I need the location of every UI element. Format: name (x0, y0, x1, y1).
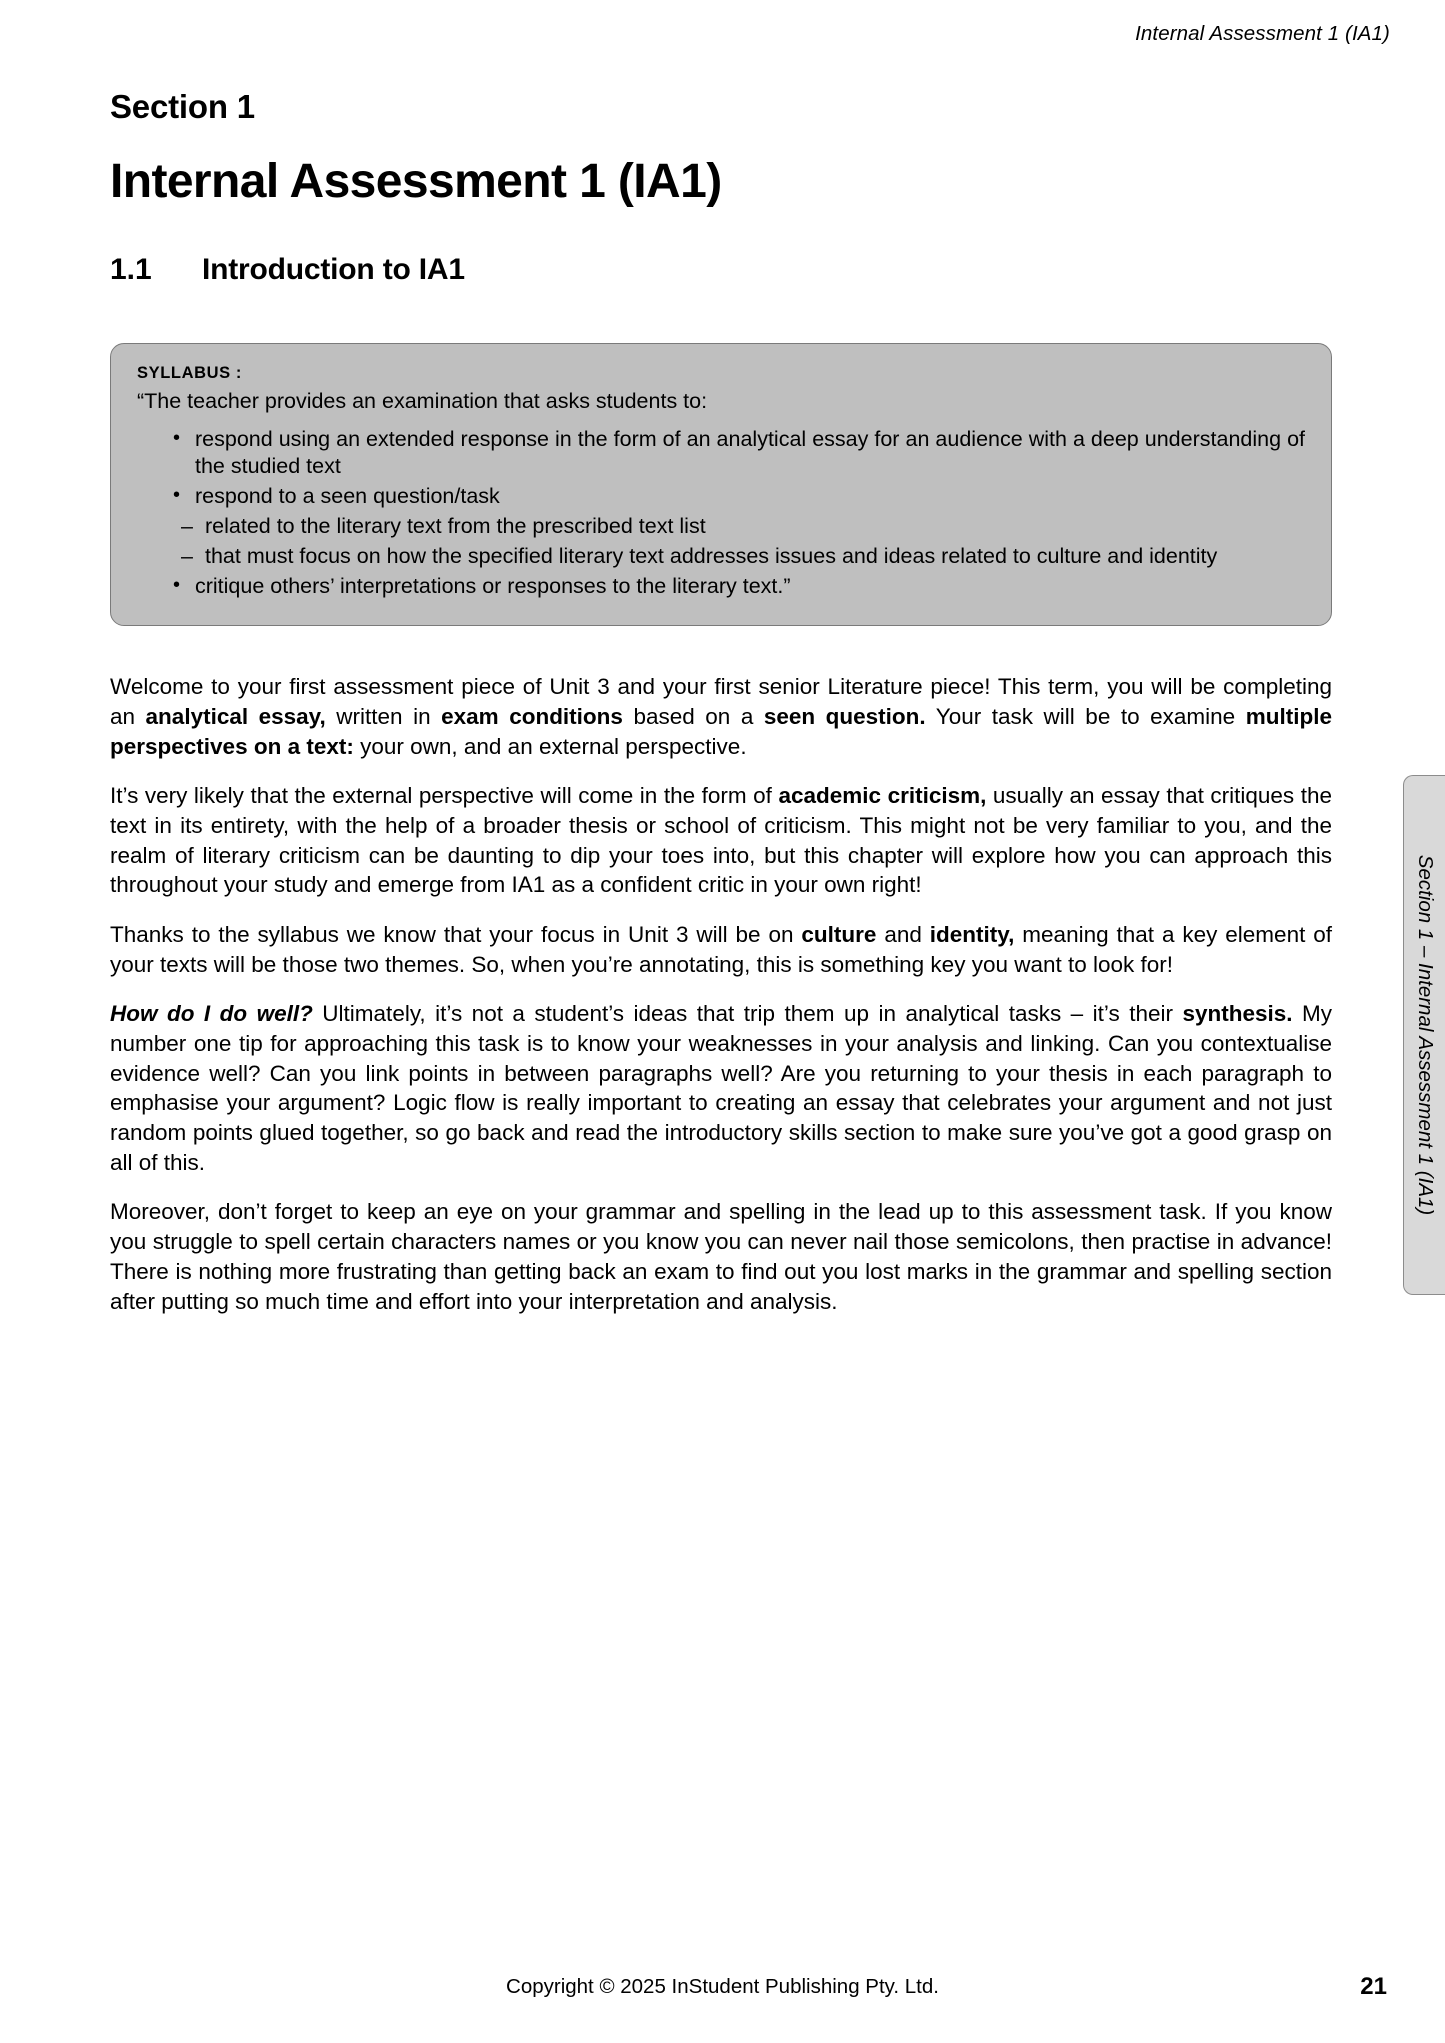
paragraph-1 (110, 672, 1332, 761)
syllabus-label: SYLLABUS : (137, 364, 242, 382)
text-run: Moreover, don’t forget to keep an eye on your grammar and spelling in the lead up to this assessment task. If you know you struggle to spell certain characters names or you know you can never nail those semicolons, then practise in advance! There is nothing more frustrating than getting back an exam to find out you lost marks in the grammar and spelling section after putting so much time and effort into your interpretation and analysis. (110, 1199, 1332, 1314)
paragraph-2 (110, 781, 1332, 900)
list-item: – related to the literary text from the prescribed text list (181, 513, 1305, 541)
text-run-bold: seen question. (763, 703, 926, 729)
syllabus-intro: “The teacher provides an examination that asks students to: (137, 389, 708, 413)
text-run-bold: multiple perspectives on a text: (110, 703, 1332, 759)
syllabus-subpoint-list (137, 513, 1305, 571)
list-item: – that must focus on how the specified literary text addresses issues and ideas related to culture and identity (181, 543, 1305, 571)
paragraph-5 (110, 1197, 1332, 1316)
list-item: • critique others’ interpretations or responses to the literary text.” (171, 573, 1305, 601)
text-run-bold: exam conditions (441, 703, 623, 729)
text-run-bold: academic criticism, (778, 783, 987, 809)
syllabus-bullet-list-continued (137, 573, 1305, 601)
section-side-tab (1403, 775, 1445, 1295)
text-run-bold: culture (801, 921, 877, 947)
footer-copyright: Copyright © 2025 InStudent Publishing Pty. Ltd. (506, 1975, 939, 1998)
text-run: usually an essay that critiques the text in its entirety, with the help of a broader thesis or school of criticism. This might not be very familiar to you, and the realm of literary criticism can be daunting to dip your toes into, but this chapter will explore how you can approach this throughout your study and emerge from IA1 as a confident critic in your own right! (110, 783, 1332, 898)
subsection-title: Introduction to IA1 (202, 253, 465, 286)
page-title: Internal Assessment 1 (IA1) (110, 155, 722, 208)
subsection-number: 1.1 (110, 253, 152, 286)
list-item: • respond using an extended response in the form of an analytical essay for an audience with a deep understanding of the studied text (171, 426, 1305, 482)
text-run: written in (325, 703, 442, 729)
syllabus-callout (110, 343, 1332, 626)
text-run: and (876, 921, 930, 947)
text-run: Your task will be to examine (925, 703, 1246, 729)
text-run: It’s very likely that the external perspective will come in the form of (110, 783, 779, 809)
page-content (110, 88, 1332, 1336)
section-label: Section 1 (110, 88, 255, 125)
text-run-bold: synthesis. (1182, 1001, 1293, 1027)
text-run: based on a (622, 703, 764, 729)
text-run-bold: identity, (929, 921, 1015, 947)
text-run: meaning that a key element of your texts will be those two themes. So, when you’re annotating, this is something key you want to look for! (110, 921, 1333, 977)
paragraph-3 (110, 920, 1332, 979)
text-run: your own, and an external perspective. (353, 733, 747, 759)
text-run: Welcome to your first assessment piece of Unit 3 and your first senior Literature piece! This term, you will be completing an (110, 674, 1332, 729)
subsection-heading (110, 253, 1332, 287)
text-run: Ultimately, it’s not a student’s ideas that trip them up in analytical tasks – it’s their (312, 1001, 1183, 1027)
text-run-lead: How do I do well? (110, 1001, 313, 1027)
paragraph-4 (110, 999, 1332, 1177)
text-run: My number one tip for approaching this task is to know your weaknesses in your analysis and linking. Can you contextualise evidence well? Can you link points in between paragraphs well? Are you returning to your thesis in each paragraph to emphasise your argument? Logic flow is really important to creating an essay that celebrates your argument and not just random points glued together, so go back and read the introductory skills section to make sure you’ve got a good grasp on all of this. (110, 1001, 1332, 1175)
text-run: Thanks to the syllabus we know that your focus in Unit 3 will be on (110, 921, 802, 947)
list-item: • respond to a seen question/task (171, 483, 1305, 511)
running-header: Internal Assessment 1 (IA1) (1135, 22, 1390, 45)
page-number: 21 (1360, 1973, 1387, 2000)
syllabus-bullet-list (137, 426, 1305, 512)
section-side-tab-label: Section 1 – Internal Assessment 1 (IA1) (1413, 854, 1437, 1216)
text-run-bold: analytical essay, (145, 703, 326, 729)
